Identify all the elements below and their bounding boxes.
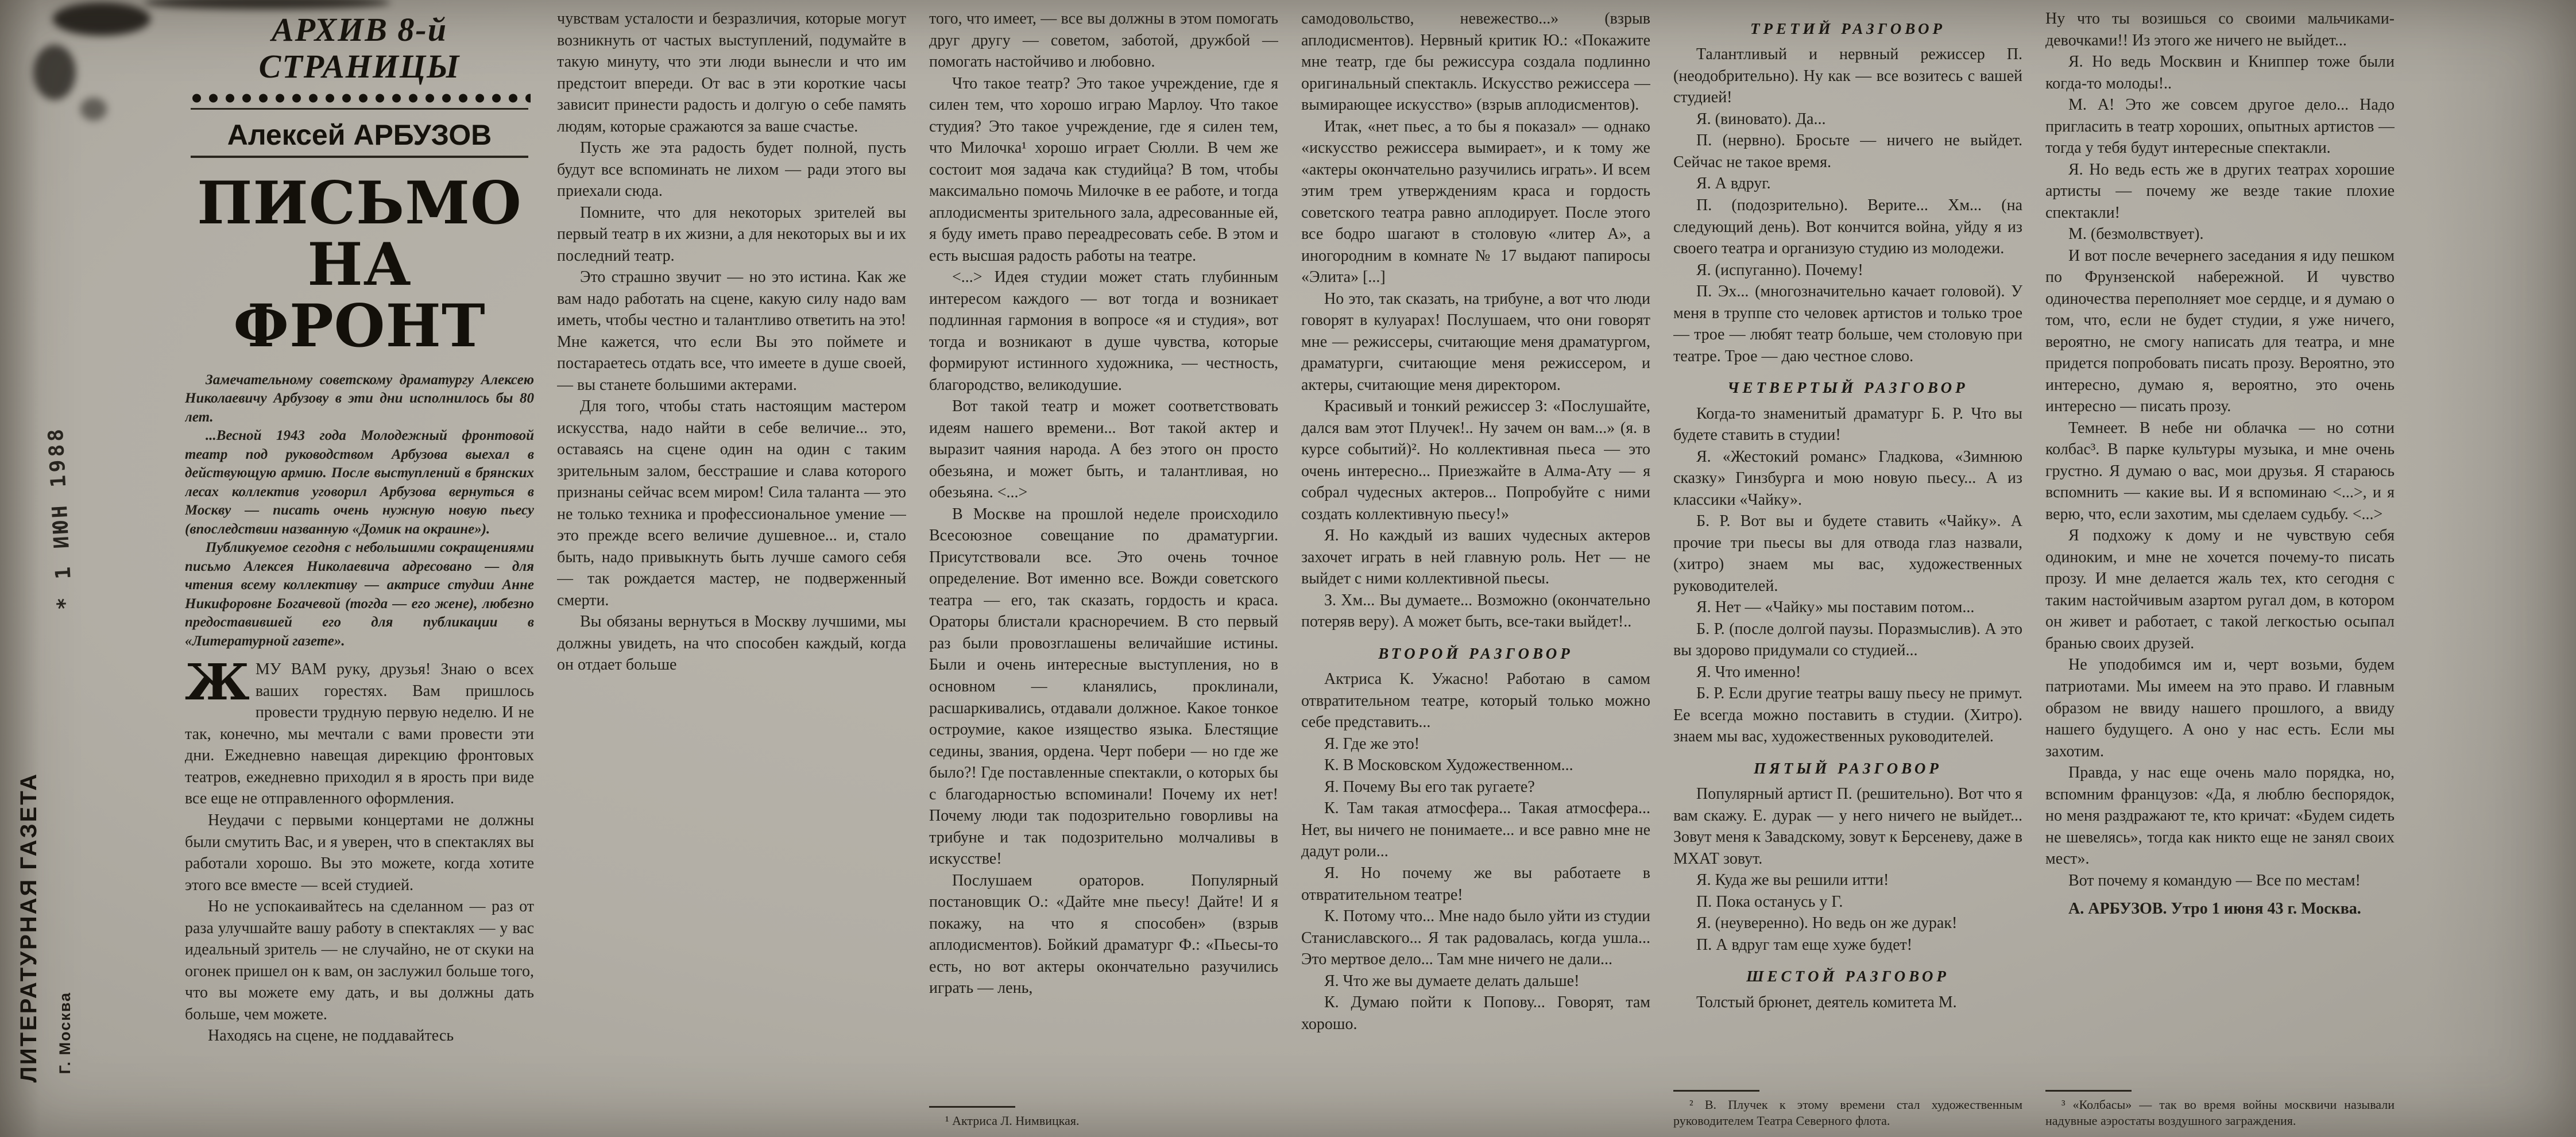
article-paragraph: К. Там такая атмосфера... Такая атмосфера... Нет, вы ничего не понимаете... и все равно мне не дадут роли... bbox=[1301, 799, 1650, 861]
column-1 bbox=[185, 8, 534, 1129]
conversation-heading: ПЯТЫЙ РАЗГОВОР bbox=[1754, 759, 1942, 777]
article-paragraph: Актриса К. Ужасно! Работаю в самом отвратительном театре, который только можно себе представить... bbox=[1301, 670, 1650, 732]
article-paragraph: П. (нервно). Бросьте — ничего не выйдет. Сейчас не такое время. bbox=[1673, 132, 2022, 171]
article-paragraph: Я. (неуверенно). Но ведь он же дурак! bbox=[1696, 914, 1958, 933]
article-paragraph: чувствам усталости и безразличия, которые могут возникнуть от частых выступлений, подумайте в такую минуту, что эти люди вынесли и что им предстоит впереди. От вас в эти короткие часы зависит принести радость и долгую о себе память людям, которые сражаются за ваше счастье. bbox=[557, 10, 906, 136]
column-1-text bbox=[185, 653, 534, 1129]
article-paragraph: Правда, у нас еще очень мало порядка, но, вспомним французов: «Да, я люблю беспорядок, но меня раздражают те, кто кричат: «Будем сидеть не шевелясь», тогда как никто еще не занял своих мест». bbox=[2045, 764, 2395, 868]
newspaper-city: Г. Москва bbox=[56, 991, 74, 1074]
article-paragraph: З. Хм... Вы думаете... Возможно (окончательно потеряв веру). А может быть, все-таки выйдет!.. bbox=[1301, 591, 1650, 631]
footnote: ² В. Плучек к этому времени стал художественным руководителем Театра Северного флота. bbox=[1673, 1090, 2022, 1129]
article-paragraph: Но не успокаивайтесь на сделанном — раз от раза улучшайте вашу работу в спектаклях — у вас идеальный зритель — не случайно, не от скуки на огонек пришел он к вам, он заслужил больше того, что вы можете ему дать, и вы должны дать больше, чем можете. bbox=[185, 898, 534, 1023]
article-paragraph: Я. Где же это! bbox=[1324, 734, 1420, 753]
article-paragraph: Не уподобимся им и, черт возьми, будем патриотами. Мы имеем на это право. И главным образом не ввиду нашего прошлого, а ввиду нашего будущего. А оно у нас есть. Если мы захотим. bbox=[2045, 656, 2395, 760]
conversation-heading: ЧЕТВЕРТЫЙ РАЗГОВОР bbox=[1727, 379, 1968, 397]
signature-line: А. АРБУЗОВ. Утро 1 июня 43 г. Москва. bbox=[2068, 900, 2361, 918]
newspaper-name: ЛИТЕРАТУРНАЯ ГАЗЕТА bbox=[16, 772, 41, 1082]
article-paragraph: Пусть же эта радость будет полной, пусть будут все вспоминать не лихом — ради этого вы приехали сюда. bbox=[557, 139, 906, 200]
article-paragraph: К. Думаю пойти к Попову... Говорят, там хорошо. bbox=[1301, 993, 1650, 1033]
author-name: Алексей АРБУЗОВ bbox=[191, 108, 528, 158]
article-paragraph: самодовольство, невежество...» (взрыв аплодисментов). Нервный критик Ю.: «Покажите мне театр, где бы режиссура создала подлинно оригинальный спектакль. Искусство режиссера — вымирающее искусство» (взрыв аплодисментов). bbox=[1301, 10, 1650, 114]
article-paragraph: Вот такой театр и может соответствовать идеям нашего времени... Вот такой актер и выразит чаяния народа. А без этого он просто обезьяна, и может быть, и талантливая, но обезьяна. <...> bbox=[929, 397, 1278, 502]
article-paragraph: того, что имеет, — все вы должны в этом помогать друг другу — советом, заботой, дружбой — помогать настойчиво и любовно. bbox=[929, 10, 1278, 71]
article-paragraph: П. (подозрительно). Верите... Хм... (на следующий день). Вот кончится война, уйду я из своего театра и организую студию из молодежи. bbox=[1673, 196, 2022, 258]
article-paragraph: Для того, чтобы стать настоящим мастером искусства, надо найти в себе величие... это, оставаясь на сцене один на один с таким зрительным залом, бесстрашие и слава которого признаны сейчас всем миром! Сила таланта — это не только техника и профессиональное умение — это прежде всего величие душевное... и, стало быть, надо привыкнуть быть лучше самого себя — так рождается мастер, не подверженный смерти. bbox=[557, 397, 906, 609]
article-paragraph: <...> Идея студии может стать глубинным интересом каждого — вот тогда и возникает подлинная гармония в вопросе «я и студия», вот тогда и возникают в душе чувства, которые формируют истинного художника, — честность, благородство, великодушие. bbox=[929, 268, 1278, 394]
article-paragraph: М. (безмолвствует). bbox=[2068, 225, 2204, 243]
article-paragraph: Это страшно звучит — но это истина. Как же вам надо работать на сцене, какую силу надо вам иметь, чтобы честно и талантливо ответить на это! Мне кажется, что если Вы это поймете и постараетесь отдать все, что имеете в душе своей, — вы станете большими актерами. bbox=[557, 268, 906, 394]
drop-cap: Ж bbox=[185, 653, 250, 712]
article bbox=[185, 8, 2395, 1129]
article-paragraph: Толстый брюнет, деятель комитета М. bbox=[1696, 993, 1957, 1011]
date-stamp: * 1 ИЮН 1988 bbox=[44, 426, 78, 610]
article-paragraph: Талантливый и нервный режиссер П. (неодобрительно). Ну как — все возитесь с вашей студией! bbox=[1673, 45, 2022, 107]
article-paragraph: К. Потому что... Мне надо было уйти из студии Станиславского... Я так радовалась, когда ушла... Это мертвое дело... Там мне ничего не дали... bbox=[1301, 907, 1650, 969]
conversation-heading: ВТОРОЙ РАЗГОВОР bbox=[1378, 644, 1573, 662]
article-paragraph: Б. Р. (после долгой паузы. Поразмыслив). А это вы здорово придумали со студией... bbox=[1673, 620, 2022, 660]
masthead bbox=[185, 8, 534, 371]
article-paragraph: Помните, что для некоторых зрителей вы первый театр в их жизни, а для некоторых вы и их последний театр. bbox=[557, 203, 906, 265]
column-3 bbox=[929, 8, 1278, 1129]
article-paragraph: Я. Но почему же вы работаете в отвратительном театре! bbox=[1301, 864, 1650, 904]
ornament-rule bbox=[188, 91, 531, 106]
left-margin bbox=[0, 0, 178, 1137]
article-paragraph: Я. Почему Вы его так ругаете? bbox=[1324, 778, 1535, 796]
article-paragraph: Я. Но ведь есть же в других театрах хорошие артисты — почему же везде такие плохие спектакли! bbox=[2045, 160, 2395, 222]
article-paragraph: Но это, так сказать, на трибуне, а вот что люди говорят в кулуарах! Послушаем, что они говорят мне — режиссеры, считающие меня драматургом, драматурги, считающие меня режиссером, и актеры, считающие меня директором. bbox=[1301, 289, 1650, 394]
column-6 bbox=[2045, 8, 2395, 1129]
article-paragraph: Послушаем ораторов. Популярный постановщик О.: «Дайте мне пьесу! Дайте! И я покажу, на что я способен» (взрыв аплодисментов). Бойкий драматург Ф.: «Пьесы-то есть, но вот актеры окончательно разучились играть — лень, bbox=[929, 871, 1278, 997]
article-paragraph: П. Эх... (многозначительно качает головой). У меня в труппе сто человек артистов и только трое — трое — любят театр больше, чем столовую при театре. Трое — даю честное слово. bbox=[1673, 283, 2022, 365]
article-paragraph: Находясь на сцене, не поддавайтесь bbox=[208, 1027, 454, 1045]
article-paragraph: Я. (испуганно). Почему! bbox=[1696, 261, 1863, 279]
article-paragraph: П. А вдруг там еще хуже будет! bbox=[1696, 935, 1913, 954]
article-paragraph: И вот после вечернего заседания я иду пешком по Фрунзенской набережной. И чувство одиночества переполняет мое сердце, и я думаю о том, что, если не будет студии, я уже ничего, вероятно, не смогу написать для театра, и мне придется попробовать писать прозу. Вероятно, это интересно, думаю я, вероятно, это очень интересно — писать прозу. bbox=[2045, 246, 2395, 416]
column-5 bbox=[1673, 8, 2022, 1129]
article-paragraph: Популярный артист П. (решительно). Вот что я вам скажу. Е. дурак — у него ничего не выйдет... Зовут меня к Завадскому, зовут к Берсеневу, даже в МХАТ зовут. bbox=[1673, 785, 2022, 868]
article-paragraph: Вы обязаны вернуться в Москву лучшими, мы должны увидеть, на что способен каждый, когда он отдает больше bbox=[557, 613, 906, 674]
intro-block bbox=[185, 371, 534, 651]
intro-paragraph: ...Весной 1943 года Молодежный фронтовой театр под руководством Арбузова выехал в действующую армию. После выступлений в брянских лесах коллектив уговорил Арбузова вернуться в Москву — писать очень нужную новую пьесу (впоследствии названную «Домик на окраине»). bbox=[185, 428, 534, 537]
title-line-1: ПИСЬМО bbox=[197, 168, 522, 238]
archive-header: АРХИВ 8-й СТРАНИЦЫ bbox=[258, 11, 461, 85]
article-paragraph: Ну что ты возишься со своими мальчиками-девочками!! Из этого же ничего не выйдет... bbox=[2045, 10, 2395, 49]
article-paragraph: Что такое театр? Это такое учреждение, где я силен тем, что хорошо играю Марлоу. Что такое студия? Это такое учреждение, где я силен тем, что Милочка¹ хорошо играет Сюлли. В чем же состоит моя задача как студийца? В том, чтобы максимально помочь Милочке в ее работе, и тогда аплодисменты зрительного зала, адресованные ей, я буду иметь право переадресовать себе. В этом и есть высшая радость работы на театре. bbox=[929, 74, 1278, 265]
article-paragraph: М. А! Это же совсем другое дело... Надо пригласить в театр хороших, опытных артистов — тогда у тебя будут интересные спектакли. bbox=[2045, 96, 2395, 157]
article-title bbox=[185, 168, 534, 361]
article-paragraph: Темнеет. В небе ни облачка — но сотни колбас³. В парке культуры музыка, и мне очень грустно. Я думаю о вас, мои друзья. Я стараюсь вспомнить — какие вы. И я вспоминаю <...>, и я верю, что, если захотим, мы сделаем судьбу. <...> bbox=[2045, 419, 2395, 523]
article-paragraph: К. В Московском Художественном... bbox=[1324, 756, 1573, 775]
footnote: ¹ Актриса Л. Нимвицкая. bbox=[929, 1106, 1278, 1129]
article-paragraph: Б. Р. Вот вы и будете ставить «Чайку». А прочие три пьесы вы для отвода глаз назвали, (хитро) знаем мы вас, художественных руководителей. bbox=[1673, 512, 2022, 595]
conversation-heading: ШЕСТОЙ РАЗГОВОР bbox=[1746, 968, 1950, 985]
article-paragraph: Я. «Жестокий романс» Гладкова, «Зимнюю сказку» Гинзбурга и мою новую пьесу... А из классики «Чайку». bbox=[1673, 447, 2022, 509]
article-paragraph: П. Пока останусь у Г. bbox=[1696, 892, 1843, 911]
article-paragraph: Итак, «нет пьес, а то бы я показал» — однако «искусство режиссера вымирает», и к тому же «актеры окончательно разучились играть». И всем этим трем утверждениям краса и гордость советского театра равно аплодирует. После этого все бодро шагают в столовую «литер А», а иногородним в комнате № 17 выдают папиросы «Элита» [...] bbox=[1301, 117, 1650, 287]
article-paragraph: Я. Но каждый из ваших чудесных актеров захочет играть в ней главную роль. Нет — не выйдет с ними коллективной пьесы. bbox=[1301, 527, 1650, 588]
article-paragraph: Я. Нет — «Чайку» мы поставим потом... bbox=[1696, 598, 1975, 617]
article-paragraph: Когда-то знаменитый драматург Б. Р. Что вы будете ставить в студии! bbox=[1673, 404, 2022, 444]
intro-paragraph: Замечательному советскому драматургу Алексею Николаевичу Арбузову в эти дни исполнилось бы 80 лет. bbox=[185, 372, 534, 425]
article-paragraph: Неудачи с первыми концертами не должны были смутить Вас, и я уверен, что в спектаклях вы работали хорошо. Вы это можете, когда хотите этого все вместе — всей студией. bbox=[185, 811, 534, 894]
article-paragraph: Я. Что именно! bbox=[1696, 663, 1801, 681]
article-paragraph: Я. Куда же вы решили итти! bbox=[1696, 871, 1889, 890]
article-paragraph: Б. Р. Если другие театры вашу пьесу не примут. Ее всегда можно поставить в студии. (Хитро). знаем мы вас, художественных руководителей. bbox=[1673, 684, 2022, 746]
article-paragraph: Я. (виновато). Да... bbox=[1696, 110, 1826, 128]
title-line-2: НА ФРОНТ bbox=[233, 230, 486, 361]
article-paragraph: Вот почему я командую — Все по местам! bbox=[2068, 871, 2361, 890]
article-paragraph: Я. А вдруг. bbox=[1696, 175, 1771, 193]
footnote: ³ «Колбасы» — так во время войны москвичи называли надувные аэростаты воздушного заграждения. bbox=[2045, 1090, 2395, 1129]
column-2 bbox=[557, 8, 906, 1129]
article-paragraph: В Москве на прошлой неделе происходило Всесоюзное совещание по драматургии. Присутствовали все. Это очень точное определение. Вот именно все. Вожди советского театра — его, так сказать, гордость и краса. Ораторы блистали красноречием. В сто первый раз были провозглашены величайшие истины. Были и очень интересные выступления, но в основном — кланялись, проклинали, расшаркивались, отдавали должное. Какое тонкое остроумие, какое изящество языка. Блестящие седины, звания, ордена. Черт побери — но где же было?! Где поставленные спектакли, о которых бы с благодарностью вспоминали! Почему их нет! Почему люди так подозрительно говорливы на трибуне и так подозрительно молчаливы в искусстве! bbox=[929, 505, 1278, 868]
article-paragraph: ЖМУ ВАМ руку, друзья! Знаю о всех ваших горестях. Вам пришлось провести трудную первую неделю. И не так, конечно, мы мечтали с вами провести эти дни. Ежедневно навещая дирекцию фронтовых театров, ежедневно приходил я в ярость при виде все еще не отправленного оформления. bbox=[185, 653, 534, 808]
article-paragraph: Красивый и тонкий режиссер З: «Послушайте, дался вам этот Плучек!.. Ну зачем он вам...» (я. в курсе событий)². Но коллективная пьеса — это очень интересно... Приезжайте в Алма-Ату — я собрал чудесных актеров... Попробуйте с ними создать коллективную пьесу!» bbox=[1301, 397, 1650, 523]
article-paragraph: Я подхожу к дому и не чувствую себя одиноким, и мне не хочется почему-то писать прозу. И мне делается жаль тех, кто сегодня с таким настойчивым азартом ругал дом, в котором он живет и работает, с такой легкостью осыпал бранью своих друзей. bbox=[2045, 527, 2395, 652]
article-paragraph: Я. Но ведь Москвин и Книппер тоже были когда-то молоды!.. bbox=[2045, 53, 2395, 92]
column-4 bbox=[1301, 8, 1650, 1129]
article-paragraph: Я. Что же вы думаете делать дальше! bbox=[1324, 972, 1580, 990]
conversation-heading: ТРЕТИЙ РАЗГОВОР bbox=[1750, 20, 1945, 37]
intro-paragraph: Публикуемое сегодня с небольшими сокращениями письмо Алексея Николаевича адресовано — для чтения всему коллективу — актрисе студии Анне Никифоровне Богачевой (тогда — его жене), любезно предоставившей его для публикации в «Литературной газете». bbox=[185, 540, 534, 649]
